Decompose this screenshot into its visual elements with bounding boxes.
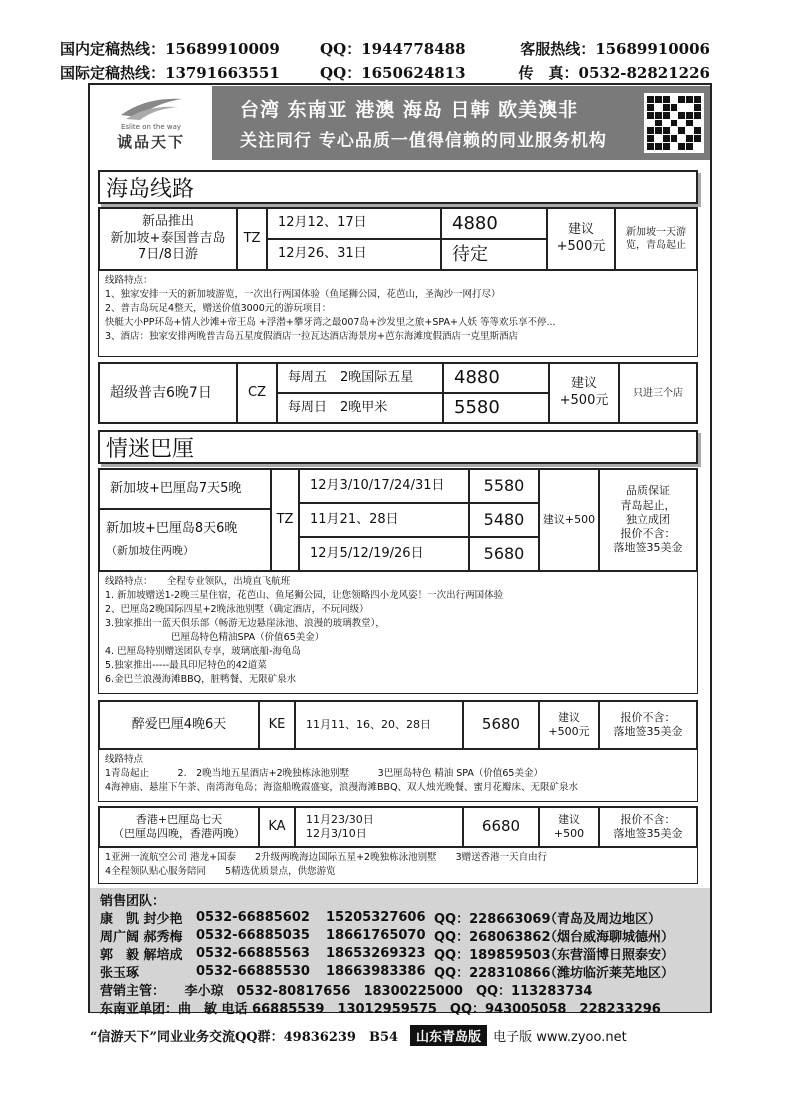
sales-phone: 0532-66885602 [196,909,310,925]
service-hotline: 客服热线：15689910006 [520,39,710,58]
route-singapore-phuket [98,207,698,271]
route-features [98,271,698,357]
airline-code: TZ [237,208,267,270]
departure-date: 12月12、17日 [267,208,441,239]
route-name: 醉爱巴厘4晚6天 [99,701,259,749]
banner-tagline: 关注同行 专心品质一值得信赖的同业服务机构 [240,131,607,151]
route-name: 新品推出 新加坡+泰国普吉岛 7日/8日游 [99,208,237,270]
banner-destinations: 台湾 东南亚 港澳 海岛 日韩 欧美澳非 [240,99,579,121]
route-remark: 只进三个店 [619,363,697,423]
route-name: 超级普吉6晚7日 [99,363,237,423]
airline-code: TZ [271,469,299,571]
notes-line: 快艇大小PP环岛+情人沙滩+帝王岛 +浮潜+攀牙湾之最007岛+沙发里之旅+SPA+人妖 等等欢乐享不停... [105,317,556,328]
logo-chinese: 诚品天下 [116,132,185,151]
suggested-markup: 建议+500 [539,469,599,571]
sales-row [100,926,700,944]
price: 5580 [443,393,549,423]
sales-manager: 营销主管： 李小琼 0532-80817656 18300225000 QQ：113283734 [100,983,593,999]
route-singapore-bali [98,468,698,572]
departure-date: 11月11、16、20、28日 [295,701,463,749]
route-name-note: （新加坡住两晚） [106,544,194,558]
section-bali-routes: 情迷巴厘 [98,430,698,464]
notes-line: 线路特点 [105,754,144,765]
footer-website: 电子版 www.zyoo.net [493,1029,627,1045]
sales-team [90,888,710,1017]
notes-line: 3.独家推出一蓝天俱乐部（畅游无边悬崖泳池、浪漫的玻璃教堂）， [105,618,385,629]
wing-logo-icon [116,95,186,121]
departure-date: 12月3/10/17/24/31日 [299,469,469,503]
notes-line: 4. 巴厘岛特别赠送团队专享，玻璃底船-海龟岛 [105,646,302,657]
hotline-header [60,36,710,84]
sales-qq: QQ：228310866 [434,965,551,981]
fax: 传 真：0532-82821226 [518,63,710,82]
sales-qq: QQ：189859503 [434,947,551,963]
departure-date: 12月26、31日 [267,239,441,270]
suggested-markup: 建议 +500 [539,807,599,847]
departure-date: 11月21、28日 [299,503,469,537]
footer-qq-group: “信游天下”同业业务交流QQ群：49836239 B54 [90,1029,399,1045]
intl-hotline: 国际定稿热线：13791663551 [60,63,280,82]
sales-area: （潍坊临沂莱芜地区） [544,965,675,981]
notes-line: 1青岛起止 2. 2晚当地五星酒店+2晚独栋泳池别墅 3巴厘岛特色 精油 SPA（价值65美金） [105,768,543,779]
route-name: 香港+巴厘岛七天 （巴厘岛四晚，香港两晚） [99,807,259,847]
departure-date: 11月23/30日 12月3/10日 [295,807,463,847]
sales-name: 张玉琢 [100,965,140,981]
edition-tag: 山东青岛版 [410,1025,487,1046]
sales-area: （烟台威海聊城德州） [544,929,675,945]
suggested-markup: 建议 +500元 [539,701,599,749]
route-remark: 新加坡一天游 览，青岛起止 [615,208,697,270]
airline-code: CZ [237,363,277,423]
route-name: 新加坡+巴厘岛7天5晚 [99,469,271,509]
sales-mobile: 18653269323 [326,945,426,961]
brand-logo [90,86,212,160]
price: 5580 [469,469,539,503]
domestic-hotline: 国内定稿热线：15689910009 [60,39,280,58]
sales-mobile: 18663983386 [326,963,426,979]
hotline-row-2 [60,60,710,84]
banner-slogan [212,86,638,160]
route-super-phuket [98,362,698,424]
sales-phone: 0532-66885530 [196,963,310,979]
intl-qq: QQ：1650624813 [320,63,466,82]
sales-qq: QQ：228663069 [434,911,551,927]
domestic-qq: QQ：1944778488 [320,39,466,58]
notes-line: 4海神庙、悬崖下午茶、南湾海龟岛；海盗船晚霞盛宴，浪漫海滩BBQ、双人烛光晚餐、蜜月花瓣床、无限矿泉水 [105,782,579,793]
notes-line: 巴厘岛特色精油SPA（价值65美金） [171,632,325,643]
sales-phone: 0532-66885035 [196,927,310,943]
banner [90,86,710,160]
route-name: 新加坡+巴厘岛8天6晚 [106,521,238,537]
departure-date: 12月5/12/19/26日 [299,537,469,571]
route-remark: 品质保证 青岛起止， 独立成团 报价不含： 落地签35美金 [599,469,697,571]
sales-row [100,944,700,962]
sales-mobile: 18661765070 [326,927,426,943]
route-love-bali [98,700,698,750]
price: 4880 [441,208,547,239]
route-remark: 报价不含： 落地签35美金 [599,807,697,847]
sales-phone: 0532-66885563 [196,945,310,961]
notes-line: 6.金巴兰浪漫海滩BBQ，脏鸭餐、无限矿泉水 [105,674,297,685]
hotline-row-1 [60,36,710,60]
route-features [98,848,698,884]
airline-code: KE [259,701,295,749]
footer [90,1024,710,1046]
notes-line: 1亚洲一流航空公司 港龙+国泰 2升级两晚海边国际五星+2晚独栋泳池别墅 3赠送香港一天自由行 [105,852,548,863]
airline-code: KA [259,807,295,847]
sales-name: 周广阔 郝秀梅 [100,929,183,945]
route-hongkong-bali [98,806,698,848]
sales-row [100,962,700,980]
price: 5680 [463,701,539,749]
logo-english: Eslite on the way [120,122,182,131]
qr-code [638,86,710,160]
notes-line: 1、独家安排一天的新加坡游览，一次出行两国体验（鱼尾狮公园，花芭山，圣淘沙一网打尽） [105,289,501,300]
notes-line: 2、普吉岛玩足4整天，赠送价值3000元的游玩项目： [105,303,332,314]
sales-area: （青岛及周边地区） [544,911,662,927]
suggested-markup: 建议 +500元 [547,208,615,270]
sales-mobile: 15205327606 [326,909,426,925]
suggested-markup: 建议 +500元 [549,363,619,423]
notes-line: 4全程领队贴心服务陪同 5精选优质景点，供您游览 [105,866,336,877]
route-remark: 报价不含： 落地签35美金 [599,701,697,749]
departure-date: 每周五 2晚国际五星 [277,363,443,393]
sales-qq: QQ：268063862 [434,929,551,945]
price: 4880 [443,363,549,393]
price: 6680 [463,807,539,847]
sales-sea-group: 东南亚单团：曲 敏 电话 66885539 13012959575 QQ：943005058 228233296 [100,1001,661,1017]
price: 5480 [469,503,539,537]
sales-name: 郭 毅 解培成 [100,947,183,963]
notes-line: 线路特点： 全程专业领队，出境直飞航班 [105,576,291,587]
price: 待定 [441,239,547,270]
sales-area: （东营淄博日照泰安） [544,947,675,963]
route-features [98,750,698,802]
sales-name: 康 凯 封少艳 [100,911,183,927]
notes-line: 线路特点： [105,275,153,286]
notes-line: 2、巴厘岛2晚国际四星+2晚泳池别墅（确定酒店，不玩同级） [105,604,369,615]
section-island-routes: 海岛线路 [98,170,698,204]
route-name-alt [99,509,271,571]
notes-line: 5.独家推出-----最具印尼特色的42道菜 [105,660,267,671]
notes-line: 1. 新加坡赠送1-2晚三星住宿，花芭山、鱼尾狮公园，让您领略四小龙风姿！一次出行两国体验 [105,590,504,601]
route-features [98,572,698,694]
sales-row [100,908,700,926]
price: 5680 [469,537,539,571]
sales-title: 销售团队： [100,893,166,909]
notes-line: 3、酒店：独家安排两晚普吉岛五星度假酒店一拉瓦达酒店海景房+芭东海滩度假酒店一克里斯酒店 [105,331,519,342]
departure-date: 每周日 2晚甲米 [277,393,443,423]
qr-code-icon [644,93,704,153]
